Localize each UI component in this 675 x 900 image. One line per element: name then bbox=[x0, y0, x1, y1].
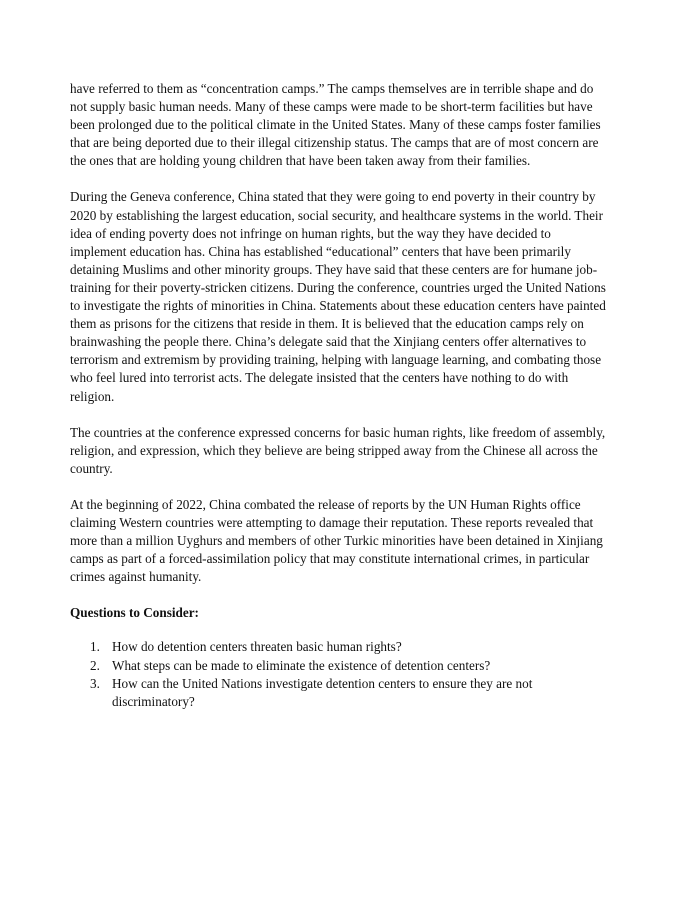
list-item-number: 1. bbox=[90, 639, 100, 655]
list-item-text: What steps can be made to eliminate the existence of detention centers? bbox=[112, 657, 491, 673]
questions-heading: Questions to Consider: bbox=[70, 605, 199, 621]
body-paragraph: The countries at the conference expressed concerns for basic human rights, like freedom of assembly, religion, and expression, which they believe are being stripped away from the Chinese all across the country. bbox=[70, 424, 606, 476]
list-item-number: 3. bbox=[90, 675, 100, 691]
questions-list bbox=[70, 638, 610, 710]
body-paragraph: have referred to them as “concentration camps.” The camps themselves are in terrible shape and do not supply basic human needs. Many of these camps were made to be short-term facilities but have been prolonged due to the political climate in the United States. Many of these camps foster families that are being deported due to their illegal citizenship status. The camps that are of most concern are the ones that are holding young children that have been taken away from their families. bbox=[70, 81, 601, 169]
list-item bbox=[90, 657, 610, 675]
body-paragraph: During the Geneva conference, China stated that they were going to end poverty in their country by 2020 by establishing the largest education, social security, and healthcare systems in the world. Their idea of ending poverty does not infringe on human rights, but the way they have decided to implement education has. China has established “educational” centers that have been primarily detaining Muslims and other minority groups. They have said that these centers are for humane job-training for their poverty-stricken citizens. During the conference, countries urged the United Nations to investigate the rights of minorities in China. Statements about these education centers have painted them as prisons for the citizens that reside in them. It is believed that the education camps rely on brainwashing the people there. China’s delegate said that the Xinjiang centers offer alternatives to terrorism and extremism by providing training, helping with language learning, and combating those who feel lured into terrorist acts. The delegate insisted that the centers have nothing to do with religion. bbox=[70, 189, 606, 404]
document-page bbox=[70, 80, 610, 711]
list-item bbox=[90, 675, 610, 711]
body-paragraph: At the beginning of 2022, China combated the release of reports by the UN Human Rights office claiming Western countries were attempting to damage their reputation. These reports revealed that more than a million Uyghurs and members of other Turkic minorities have been detained in Xinjiang camps as part of a forced-assimilation policy that may constitute international crimes, in particular crimes against humanity. bbox=[70, 496, 603, 585]
list-item-number: 2. bbox=[90, 657, 100, 673]
list-item-text: How do detention centers threaten basic human rights? bbox=[112, 639, 402, 655]
list-item-text: How can the United Nations investigate detention centers to ensure they are not discriminatory? bbox=[112, 675, 533, 709]
list-item bbox=[90, 638, 610, 656]
